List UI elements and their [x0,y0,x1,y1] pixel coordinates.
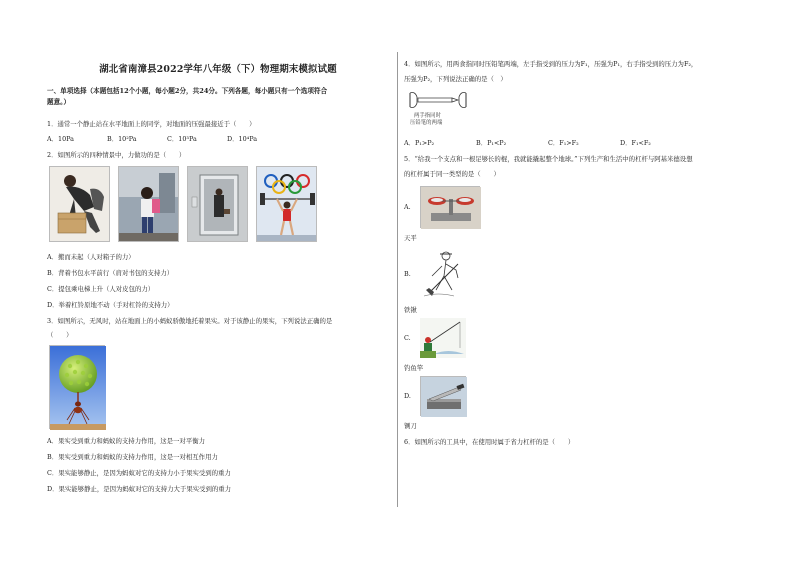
weightlifter-image [256,166,317,242]
shovel-image [420,248,472,300]
option-b-label: 铁锹 [404,306,417,314]
fishing-rod-image [420,318,466,358]
section-heading [47,86,389,108]
option-letter: D. [404,392,411,400]
question-5-stem [404,155,754,178]
question-5-option-b [404,248,754,300]
balance-image [420,186,480,228]
option-a: A．P₁>P₂ [404,139,435,147]
question-3-option-d: D．果实能够静止，是因为蚂蚁对它的支持力大于果实受到的重力 [47,485,232,494]
option-letter: A. [404,203,411,211]
pencil-drawing [406,89,476,111]
question-1-stem: 1．通常一个静止站在水平地面上的同学，对地面的压强最接近于（ ） [47,120,256,129]
question-5-stem-line1: 5．“给我一个支点和一根足够长的棍，我就能撬起整个地球。”下列生产和生活中的杠杆与阿基米德设想 [404,155,693,163]
question-2-option-c: C．提包乘电梯上升（人对皮包的力） [47,285,155,294]
section-heading-line1: 一、单项选择（本题包括12个小题，每小题2分，共24分。下列各题，每小题只有一个选项符合 [47,86,328,95]
question-3-stem-line2: （ ） [47,331,73,340]
question-4-stem-line1: 4．如图所示，用两食指同时压铅笔两端，左手指受到的压力为F₁，压强为P₁，右手指受到的压力为F₂， [404,60,698,68]
option-d-label: 铡刀 [404,422,417,430]
question-3-option-b: B．果实受到重力和蚂蚁的支持力作用，这是一对相互作用力 [47,453,218,462]
question-4-options [404,139,754,147]
question-2-option-a: A．搬而未起（人对箱子的力） [47,253,135,262]
question-2-stem: 2．如图所示的四种情景中，力做功的是（ ） [47,151,186,160]
chopper-image [420,376,466,416]
question-3-stem-line1: 3．如图所示，无风时，站在地面上的小蚂蚁骄傲地托着果实。对于该静止的果实，下列说法正确的是 [47,317,333,326]
question-5-option-a [404,186,754,228]
option-d: D．F₁<F₂ [620,139,651,147]
pencil-figure [406,89,476,131]
left-column [47,60,389,501]
pencil-caption-line2: 压铅笔的两端 [410,119,443,126]
option-letter: B. [404,270,411,278]
question-5-stem-line2: 的杠杆属于同一类型的是（ ） [404,170,500,178]
right-column [404,60,754,446]
option-c-label: 钓鱼竿 [404,364,424,372]
question-4-stem-line2: 压强为P₂，下列说法正确的是（ ） [404,75,507,83]
page-title: 湖北省南漳县2022学年八年级（下）物理期末模拟试题 [99,64,337,75]
question-2-option-d: D．举着杠铃原地不动（手对杠铃的支持力） [47,301,174,310]
question-5-option-d [404,376,754,416]
section-heading-line2: 题意。） [47,97,71,106]
option-d: D．10⁴Pa [227,135,258,144]
question-3-option-a: A．果实受到重力和蚂蚁的支持力作用，这是一对平衡力 [47,437,205,446]
option-letter: C. [404,334,411,342]
question-5-option-c [404,318,754,358]
question-3-stem [47,317,389,339]
question-3-option-c: C．果实能够静止，是因为蚂蚁对它的支持力小于果实受到的重力 [47,469,231,478]
backpack-girl-image [118,166,179,242]
question-1-options [47,135,389,143]
elevator-image [187,166,248,242]
question-4-stem [404,60,754,83]
option-c: C．F₁>F₂ [548,139,579,147]
lifting-box-image [49,166,110,242]
column-divider [397,52,398,507]
ant-fruit-image [49,345,105,429]
option-a-label: 天平 [404,234,417,242]
option-c: C．10³Pa [167,135,197,144]
pencil-caption-line1: 两手指同时 [414,113,441,119]
question-2-option-b: B．背着书包水平前行（肩对书包的支持力） [47,269,174,278]
option-b: B．10²Pa [107,135,137,144]
question-2-pictures [49,166,389,242]
option-b: B．P₁<P₂ [476,139,507,147]
option-a: A．10Pa [47,135,74,144]
question-6-stem: 6．如图所示的工具中，在使用时属于省力杠杆的是（ ） [404,438,575,446]
